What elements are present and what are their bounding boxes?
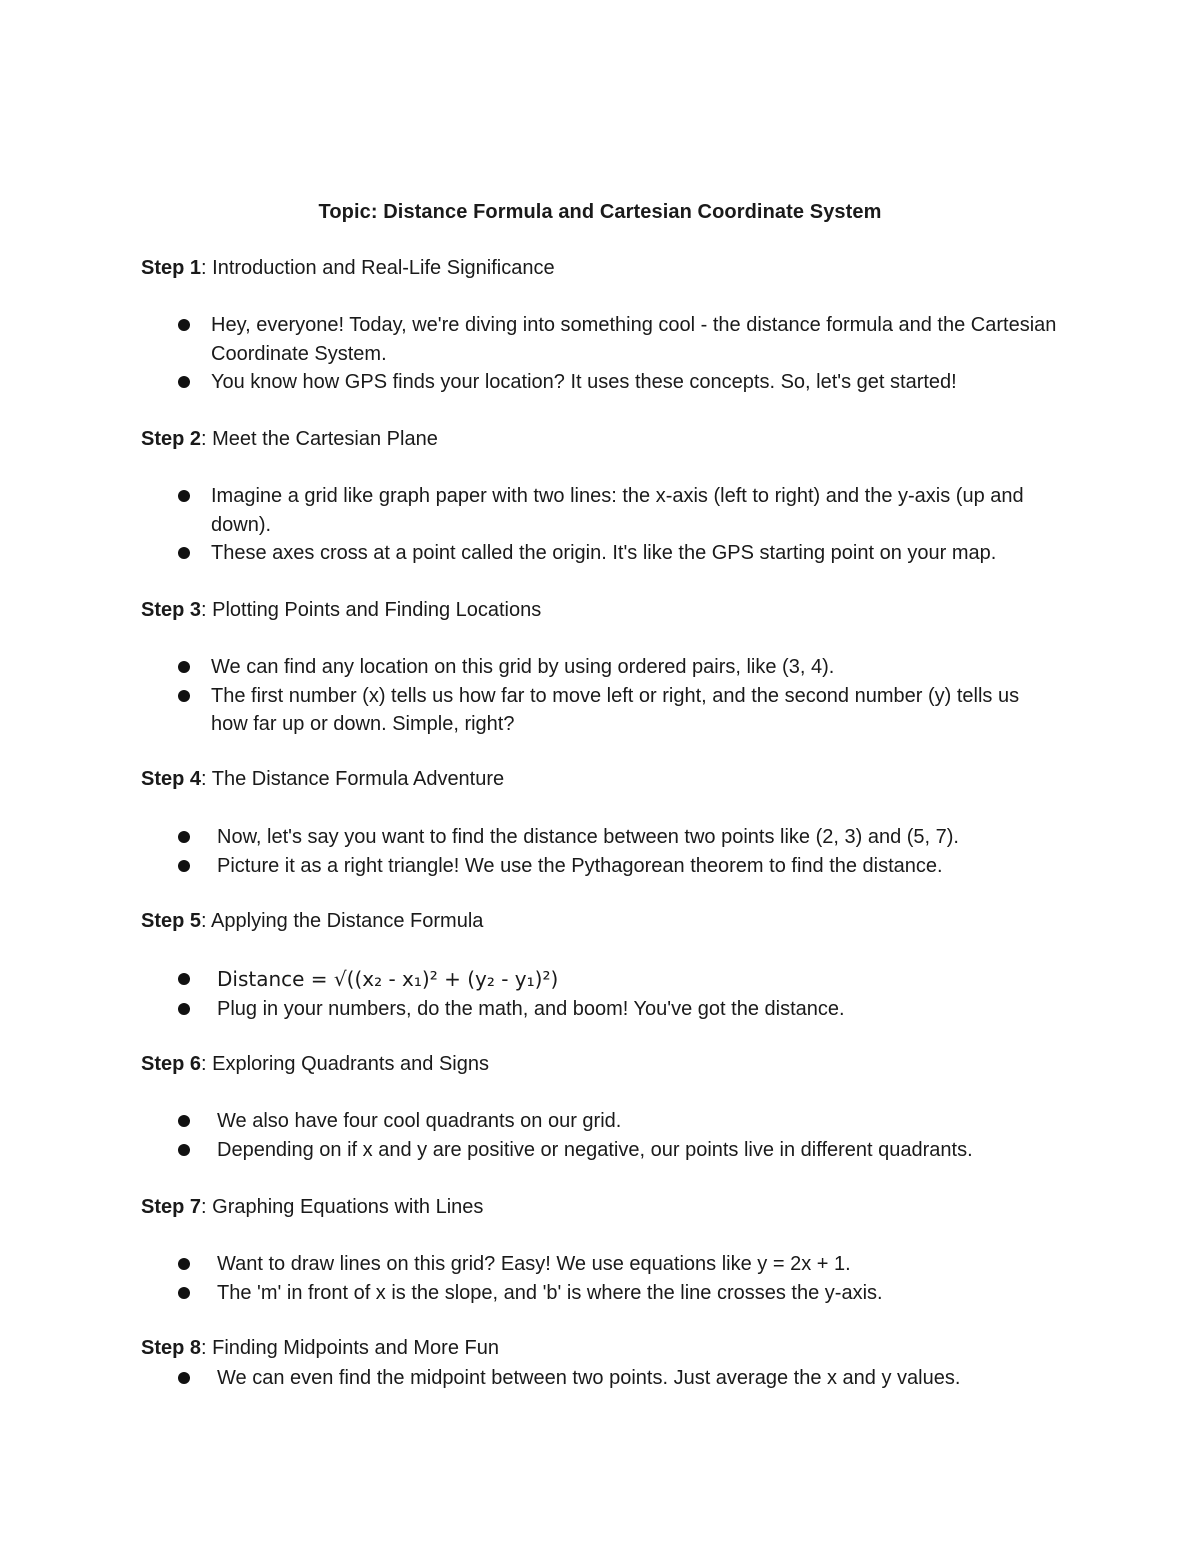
step-label: Step 6 <box>141 1053 202 1075</box>
step-8-bullets <box>141 1364 1101 1393</box>
step-1-heading <box>141 254 1101 282</box>
step-title: : Applying the Distance Formula <box>201 910 484 932</box>
step-title: : Meet the Cartesian Plane <box>201 428 438 450</box>
step-4-bullets <box>141 823 1101 880</box>
step-3-section <box>141 596 1101 739</box>
bullet-dot-icon <box>178 1287 190 1299</box>
list-item: These axes cross at a point called the origin. It's like the GPS starting point on your map. <box>141 539 1061 568</box>
step-8-section <box>141 1334 1101 1393</box>
step-title: : Plotting Points and Finding Locations <box>201 599 542 621</box>
list-item: Depending on if x and y are positive or negative, our points live in different quadrants. <box>141 1136 1067 1165</box>
step-label: Step 7 <box>141 1196 202 1218</box>
bullet-dot-icon <box>178 1258 190 1270</box>
list-item: Now, let's say you want to find the distance between two points like (2, 3) and (5, 7). <box>141 823 1067 852</box>
step-title: : Finding Midpoints and More Fun <box>201 1337 499 1359</box>
step-5-heading <box>141 907 1101 935</box>
step-label: Step 8 <box>141 1337 202 1359</box>
step-3-bullets <box>141 653 1101 739</box>
bullet-dot-icon <box>178 1003 190 1015</box>
step-5-bullets <box>141 965 1101 1023</box>
step-label: Step 3 <box>141 599 202 621</box>
step-title: : The Distance Formula Adventure <box>201 768 505 790</box>
step-4-heading <box>141 765 1101 793</box>
bullet-dot-icon <box>178 547 190 559</box>
step-4-section <box>141 765 1101 880</box>
bullet-dot-icon <box>178 1144 190 1156</box>
list-item: Plug in your numbers, do the math, and boom! You've got the distance. <box>141 995 1067 1024</box>
step-8-heading <box>141 1334 1101 1362</box>
step-6-bullets <box>141 1107 1101 1164</box>
step-label: Step 5 <box>141 910 202 932</box>
step-label: Step 1 <box>141 257 202 279</box>
list-item <box>141 965 1067 995</box>
step-2-bullets <box>141 482 1101 568</box>
step-6-section <box>141 1050 1101 1164</box>
bullet-dot-icon <box>178 973 190 985</box>
list-item: Want to draw lines on this grid? Easy! We use equations like y = 2x + 1. <box>141 1250 1067 1279</box>
step-7-heading <box>141 1193 1101 1221</box>
step-1-section <box>141 254 1101 397</box>
step-label: Step 2 <box>141 428 202 450</box>
list-item: The 'm' in front of x is the slope, and 'b' is where the line crosses the y-axis. <box>141 1279 1067 1308</box>
distance-formula: Distance = √((x₂ - x₁)² + (y₂ - y₁)²) <box>217 967 559 991</box>
list-item: We can find any location on this grid by using ordered pairs, like (3, 4). <box>141 653 1061 682</box>
document-title: Topic: Distance Formula and Cartesian Coordinate System <box>318 201 882 223</box>
list-item: You know how GPS finds your location? It uses these concepts. So, let's get started! <box>141 368 1061 397</box>
list-item: Picture it as a right triangle! We use the Pythagorean theorem to find the distance. <box>141 852 1067 881</box>
bullet-dot-icon <box>178 490 190 502</box>
bullet-dot-icon <box>178 319 190 331</box>
step-6-heading <box>141 1050 1101 1078</box>
bullet-dot-icon <box>178 661 190 673</box>
bullet-dot-icon <box>178 1372 190 1384</box>
list-item: The first number (x) tells us how far to move left or right, and the second number (y) tells us how far up or down. Simple, right? <box>141 682 1061 739</box>
step-5-section <box>141 907 1101 1023</box>
step-title: : Graphing Equations with Lines <box>201 1196 484 1218</box>
step-1-bullets <box>141 311 1101 397</box>
list-item: Imagine a grid like graph paper with two lines: the x-axis (left to right) and the y-axis (up and down). <box>141 482 1061 539</box>
step-2-heading <box>141 425 1101 453</box>
list-item: We can even find the midpoint between two points. Just average the x and y values. <box>141 1364 1067 1393</box>
bullet-dot-icon <box>178 860 190 872</box>
bullet-dot-icon <box>178 1115 190 1127</box>
bullet-dot-icon <box>178 690 190 702</box>
step-title: : Introduction and Real-Life Significance <box>201 257 555 279</box>
bullet-dot-icon <box>178 831 190 843</box>
list-item: Hey, everyone! Today, we're diving into something cool - the distance formula and the Cartesian Coordinate System. <box>141 311 1061 368</box>
list-item: We also have four cool quadrants on our grid. <box>141 1107 1067 1136</box>
step-7-section <box>141 1193 1101 1307</box>
step-2-section <box>141 425 1101 568</box>
step-3-heading <box>141 596 1101 624</box>
step-label: Step 4 <box>141 768 202 790</box>
step-title: : Exploring Quadrants and Signs <box>201 1053 489 1075</box>
step-7-bullets <box>141 1250 1101 1307</box>
bullet-dot-icon <box>178 376 190 388</box>
